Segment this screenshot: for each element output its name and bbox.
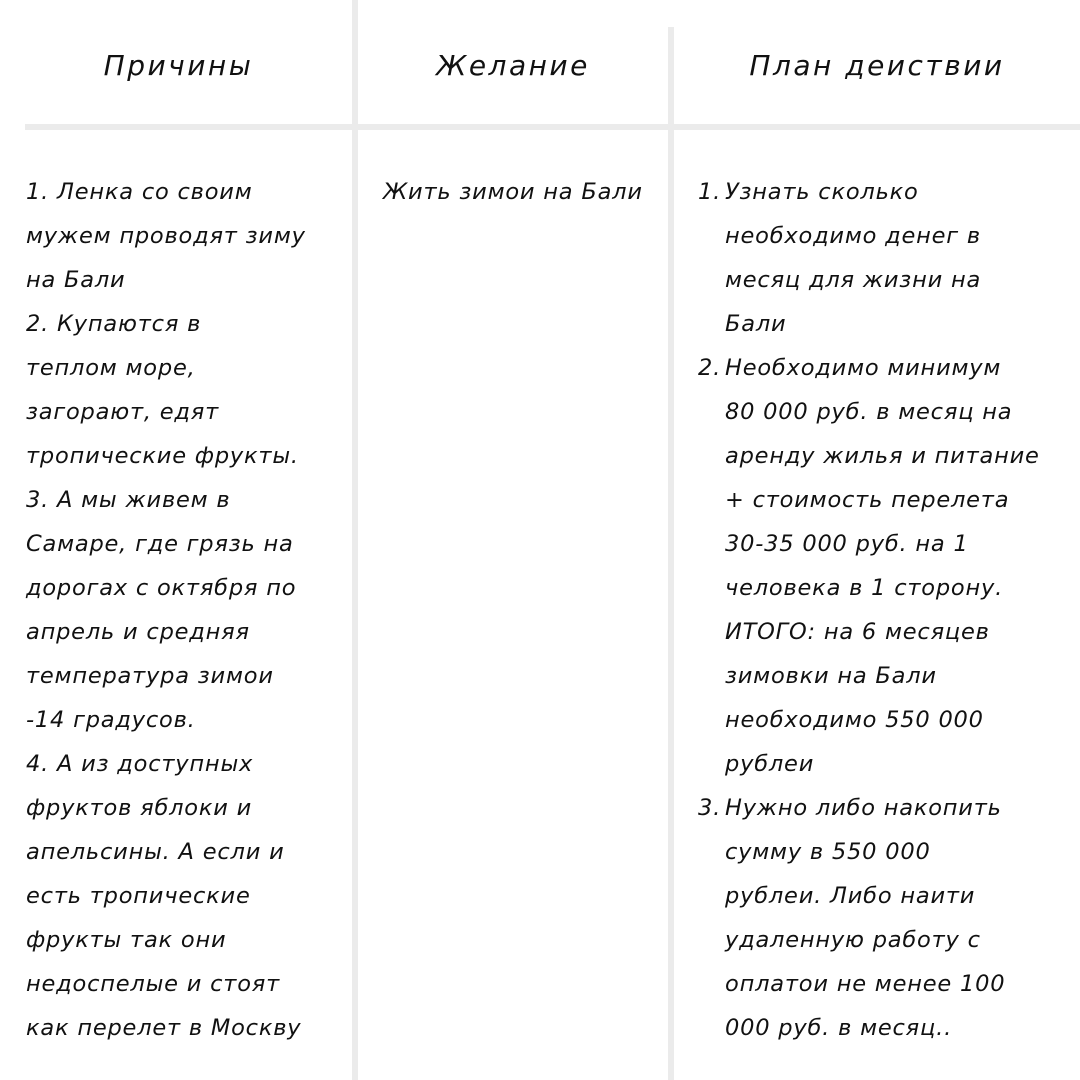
reasons-line: апрель и средняя [26,619,250,645]
reasons-line: на Бали [26,267,126,293]
header-reasons: Причины [103,48,254,82]
header-plan: План деиствии [749,48,1005,82]
reasons-line: тропические фрукты. [26,443,299,469]
reasons-line: загорают, едят [26,399,220,425]
column-divider-right [668,27,674,1080]
header-wish: Желание [436,48,590,82]
reasons-line: мужем проводят зиму [26,223,306,249]
plan-item-line: сумму в 550 000 [725,839,931,865]
plan-item-line: + стоимость перелета [725,487,1010,513]
plan-item-number: 3. [698,795,722,821]
reasons-line: 2. Купаются в [26,311,202,337]
reasons-line: апельсины. А если и [26,839,285,865]
reasons-line: недоспелые и стоят [26,971,281,997]
reasons-line: как перелет в Москву [26,1015,302,1041]
plan-item-line: Необходимо минимум [725,355,1002,381]
plan-item-line: 80 000 руб. в месяц на [725,399,1013,425]
plan-item-line: человека в 1 сторону. [725,575,1004,601]
plan-item-line: 000 руб. в месяц.. [725,1015,953,1041]
reasons-line: теплом море, [26,355,196,381]
plan-item [698,346,1040,786]
plan-item-line: Нужно либо накопить [725,795,1002,821]
plan-item-line: удаленную работу с [725,927,981,953]
wish-text: Жить зимои на Бали [383,179,643,205]
plan-item-line: оплатои не менее 100 [725,971,1006,997]
reasons-line: дорогах с октября по [26,575,297,601]
plan-item [698,170,1040,346]
column-divider-left [352,0,358,1080]
plan-item-line: зимовки на Бали [725,663,937,689]
header-divider [25,124,1080,130]
plan-item-number: 2. [698,355,722,381]
wish-column [383,170,643,214]
plan-item-line: необходимо 550 000 [725,707,984,733]
reasons-line: фрукты так они [26,927,227,953]
plan-item-line: 30-35 000 руб. на 1 [725,531,969,557]
reasons-column [26,170,306,1050]
plan-item-line: Бали [725,311,787,337]
reasons-line: 4. А из доступных [26,751,254,777]
plan-list [698,170,1040,1050]
plan-item-line: рублеи [725,751,815,777]
plan-item-line: необходимо денег в [725,223,981,249]
reasons-line: -14 градусов. [26,707,196,733]
plan-item-line: месяц для жизни на [725,267,982,293]
reasons-line: 1. Ленка со своим [26,179,253,205]
reasons-line: фруктов яблоки и [26,795,253,821]
plan-item-number: 1. [698,179,722,205]
reasons-line: Самаре, где грязь на [26,531,294,557]
reasons-line: есть тропические [26,883,251,909]
plan-item-line: Узнать сколько [725,179,919,205]
plan-item-line: ИТОГО: на 6 месяцев [725,619,990,645]
plan-item-line: аренду жилья и питание [725,443,1040,469]
reasons-line: температура зимои [26,663,274,689]
plan-item [698,786,1040,1050]
reasons-line: 3. А мы живем в [26,487,231,513]
plan-item-line: рублеи. Либо наити [725,883,976,909]
